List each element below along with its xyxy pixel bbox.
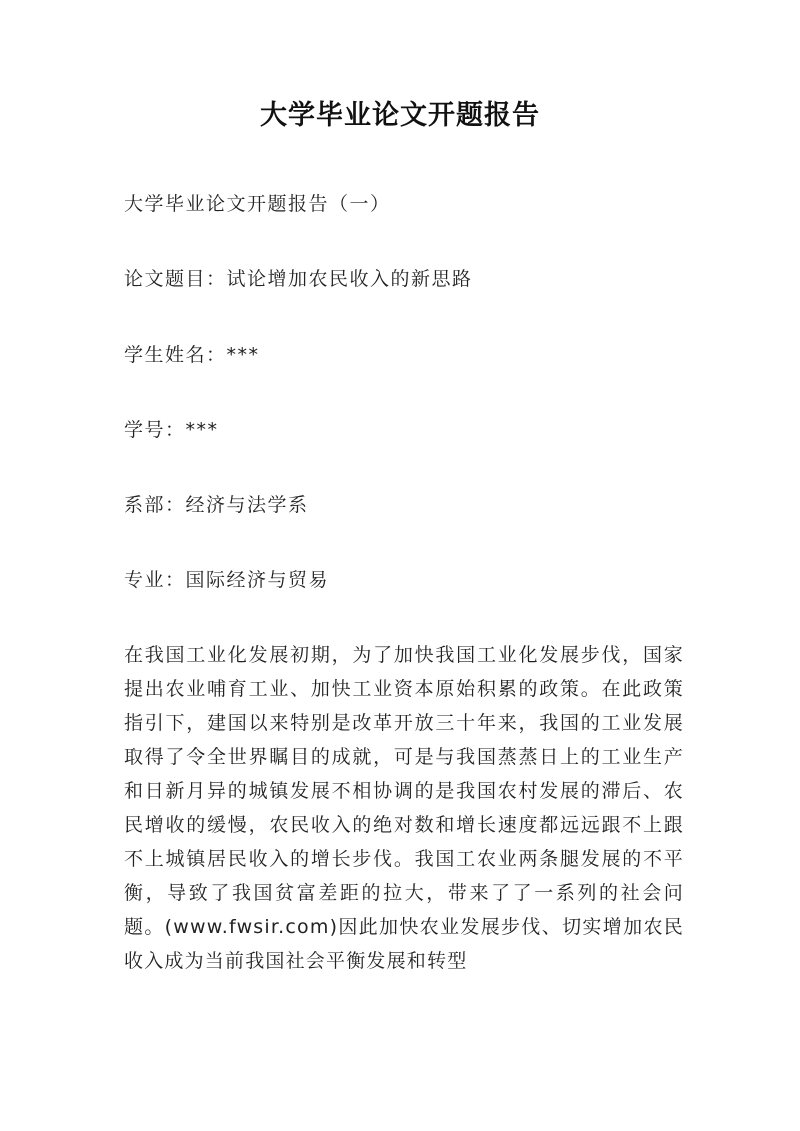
student-id: 学号：*** <box>124 419 219 441</box>
major: 专业：国际经济与贸易 <box>124 569 330 591</box>
thesis-topic: 论文题目：试论增加农民收入的新思路 <box>124 268 473 290</box>
body-paragraph: 在我国工业化发展初期，为了加快我国工业化发展步伐，国家提出农业哺育工业、加快工业资本原始积累的政策。在此政策指引下，建国以来特别是改革开放三十年来，我国的工业发展取得了令全世界瞩目的成就，可是与我国蒸蒸日上的工业生产和日新月异的城镇发展不相协调的是我国农村发展的滞后、农民增收的缓慢，农民收入的绝对数和增长速度都远远跟不上跟不上城镇居民收入的增长步伐。我国工农业两条腿发展的不平衡，导致了我国贫富差距的拉大，带来了了一系列的社会问题。(www.fwsir.com)因此加快农业发展步伐、切实增加农民收入成为当前我国社会平衡发展和转型 <box>124 644 684 972</box>
document-title: 大学毕业论文开题报告 <box>260 100 540 131</box>
student-name: 学生姓名：*** <box>124 344 260 366</box>
department: 系部：经济与法学系 <box>124 494 309 516</box>
document-subtitle: 大学毕业论文开题报告（一） <box>124 193 391 215</box>
